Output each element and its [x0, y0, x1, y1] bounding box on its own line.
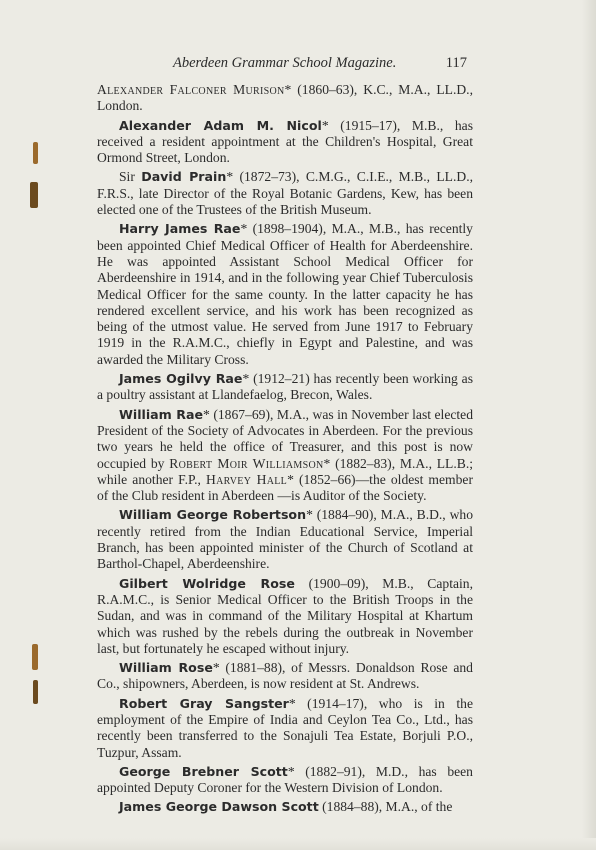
person-name: Harvey Hall: [205, 471, 288, 487]
person-name: Robert Gray Sangster: [119, 695, 289, 711]
entry-text: * (1872–73), C.M.G., C.I.E., M.B., LL.D., F.R.S., late Director of the Royal Botanic Gardens, Kew, has been elected one of the Trustees of the British Museum.: [97, 169, 473, 218]
person-name: Alexander Adam M. Nicol: [119, 117, 322, 133]
entry-text: * (1912–21) has recently been working as a poultry assistant at Llandefaelog, Brecon, Wales.: [97, 371, 473, 403]
entry-text: * (1881–88), of Messrs. Donaldson Rose and Co., shipowners, Aberdeen, is now resident at St. Andrews.: [97, 660, 473, 692]
entry-text: * (1884–90), M.A., B.D., who recently retired from the Indian Educational Service, Imperial Branch, has been appointed minister of the Church of Scotland at Barthol-Chapel, Aberdeenshire.: [97, 507, 473, 572]
person-name: David Prain: [141, 169, 227, 185]
person-name: Gilbert Wolridge Rose: [119, 575, 295, 591]
entry-paragraph: [97, 169, 473, 218]
binding-clip-mark: [33, 142, 38, 164]
binding-clip-mark: [32, 644, 38, 670]
binding-clip-mark: [33, 680, 38, 704]
binding-clip-mark: [30, 182, 38, 208]
entry-text: * (1898–1904), M.A., M.B., has recently been appointed Chief Medical Officer of Health for Aberdeenshire. He was appointed Assistant School Medical Officer for Aberdeenshire in 1914, and in the following year Chief Tuberculosis Medical Officer for the same county. In the latter capacity he has rendered excellent service, and his work has been recognized as being of the utmost value. He served from June 1917 to February 1919 in the R.A.M.C., chiefly in Egypt and Palestine, and was awarded the Military Cross.: [97, 221, 473, 367]
person-name: James George Dawson Scott: [119, 799, 319, 815]
entry-text: * (1852–66)—the oldest member of the Club resident in Aberdeen —is Auditor of the Society.: [97, 471, 473, 504]
entry-paragraph: [97, 764, 473, 797]
entry-paragraph: [97, 576, 473, 657]
page-bottom-edge: [0, 838, 596, 850]
entry-paragraph: [97, 407, 473, 505]
person-name: Harry James Rae: [119, 221, 241, 237]
entry-paragraph: [97, 799, 473, 815]
entry-text: * (1860–63), K.C., M.A., LL.D., London.: [97, 82, 473, 114]
page-edge-shadow: [582, 0, 596, 850]
entry-text: * (1882–83), M.A., LL.B.; while another F.P.,: [97, 455, 473, 487]
running-title: Aberdeen Grammar School Magazine.: [173, 55, 397, 71]
person-name: George Brebner Scott: [119, 763, 288, 779]
entry-paragraph: [97, 696, 473, 761]
entry-text: (1884–88), M.A., of the: [318, 799, 453, 815]
person-name: Robert Moir Williamson: [169, 455, 324, 471]
person-name: William George Robertson: [119, 507, 307, 523]
page-header: [97, 55, 477, 77]
entry-text: Sir: [119, 169, 142, 185]
entry-paragraph: [97, 660, 473, 693]
entry-text: * (1867–69), M.A., was in November last elected President of the Society of Advocates in Aberdeen. For the previous two years he held the office of Treasurer, and this post is now occupied by: [97, 406, 474, 471]
entry-paragraph: [97, 118, 473, 167]
person-name: William Rae: [119, 406, 204, 422]
entry-paragraph: [97, 82, 473, 115]
entry-text: (1900–09), M.B., Captain, R.A.M.C., is Senior Medical Officer to the British Troops in the Sudan, and was in command of the Military Hospital at Khartum which was rushed by the rebels during the outbreak in November last, but fortunately he escaped without injury.: [97, 575, 473, 656]
entry-paragraph: [97, 371, 473, 404]
person-name: James Ogilvy Rae: [119, 371, 243, 387]
entry-text: * (1882–91), M.D., has been appointed Deputy Coroner for the Western Division of London.: [97, 763, 473, 796]
entry-text: * (1915–17), M.B., has received a resident appointment at the Children's Hospital, Great Ormond Street, London.: [97, 117, 474, 166]
entry-paragraph: [97, 507, 473, 572]
entry-text: * (1914–17), who is in the employment of the Empire of India and Ceylon Tea Co., Ltd., has recently been transferred to the Sonajuli Tea Estate, Borjuli P.O., Tuzpur, Assam.: [97, 695, 473, 760]
body-text: [97, 82, 473, 819]
entry-paragraph: [97, 221, 473, 368]
person-name: Alexander Falconer Murison: [97, 82, 285, 97]
page-number: 117: [445, 55, 467, 71]
person-name: William Rose: [119, 660, 213, 676]
